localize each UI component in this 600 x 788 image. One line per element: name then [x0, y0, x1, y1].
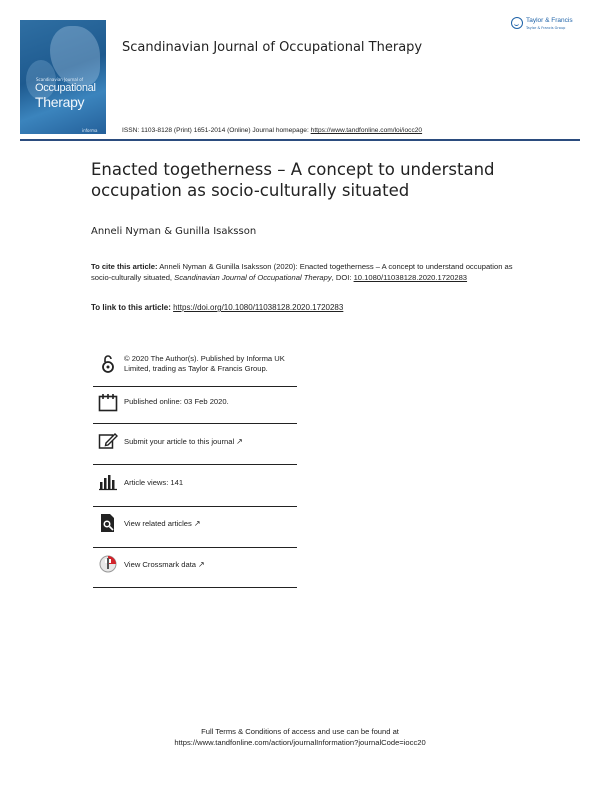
external-link-icon: ↗	[198, 560, 205, 569]
cover-publisher-mark: informa	[82, 128, 98, 133]
calendar-icon	[98, 393, 118, 413]
related-articles-icon	[98, 513, 118, 533]
info-divider	[93, 587, 297, 588]
article-title: Enacted togetherness – A concept to understand occupation as socio-culturally situated	[91, 160, 495, 200]
logo-name: Taylor & Francis	[526, 17, 573, 24]
cite-text: Anneli Nyman & Gunilla Isaksson (2020): Enacted togetherness – A concept to understand occupation as socio-culturally situated,	[91, 262, 513, 282]
journal-cover-image	[20, 20, 106, 134]
doi-link[interactable]: 10.1080/11038128.2020.1720283	[353, 272, 468, 282]
article-authors: Anneli Nyman & Gunilla Isaksson	[91, 226, 257, 237]
info-divider	[93, 386, 297, 387]
published-date	[93, 393, 297, 415]
info-divider	[93, 423, 297, 424]
article-views	[93, 472, 297, 494]
submit-text: Submit your article to this journal	[124, 437, 235, 446]
cover-title-line2: Therapy	[35, 94, 85, 110]
views-text: Article views: 141	[124, 478, 184, 487]
cover-title-line1: Occupational	[35, 82, 96, 94]
open-access-icon	[98, 354, 118, 374]
journal-title: Scandinavian Journal of Occupational Therapy	[122, 40, 423, 55]
info-divider	[93, 464, 297, 465]
related-text: View related articles	[124, 519, 192, 528]
related-articles-link[interactable]	[93, 513, 297, 535]
info-divider	[93, 506, 297, 507]
edit-icon	[98, 431, 118, 451]
crossmark-text: View Crossmark data	[124, 560, 197, 569]
article-doi-url[interactable]: https://doi.org/10.1080/11038128.2020.1720283	[173, 303, 344, 312]
open-access-license	[93, 354, 297, 386]
cite-doi-prefix: , DOI:	[331, 272, 354, 282]
external-link-icon: ↗	[193, 519, 201, 528]
external-link-icon: ↗	[236, 437, 243, 446]
journal-homepage-link[interactable]: https://www.tandfonline.com/loi/iocc20	[310, 127, 423, 134]
header-divider	[20, 139, 580, 141]
issn-line	[122, 127, 422, 134]
submit-article-link[interactable]	[93, 431, 297, 453]
cite-journal: Scandinavian Journal of Occupational Therapy	[174, 272, 332, 282]
citation-block	[91, 262, 521, 283]
published-text: Published online: 03 Feb 2020.	[124, 397, 229, 406]
info-divider	[93, 547, 297, 548]
cover-small-text: Scandinavian Journal of	[36, 77, 84, 82]
crossmark-icon	[98, 554, 118, 574]
link-label: To link to this article:	[91, 303, 174, 312]
footer-terms-url[interactable]: https://www.tandfonline.com/action/journalInformation?journalCode=iocc20	[174, 738, 426, 747]
license-text: © 2020 The Author(s). Published by Informa UK Limited, trading as Taylor & Francis Group.	[124, 354, 285, 373]
issn-text: ISSN: 1103-8128 (Print) 1651-2014 (Online) Journal homepage:	[122, 127, 311, 134]
bar-chart-icon	[98, 472, 118, 492]
taylor-francis-logo[interactable]	[511, 16, 583, 36]
logo-subtitle: Taylor & Francis Group	[526, 26, 566, 30]
footer-terms: Full Terms & Conditions of access and use can be found at	[201, 727, 399, 736]
cite-label: To cite this article:	[91, 262, 158, 271]
article-link-line	[91, 303, 343, 312]
logo-icon	[511, 17, 523, 29]
crossmark-link[interactable]	[93, 554, 297, 576]
